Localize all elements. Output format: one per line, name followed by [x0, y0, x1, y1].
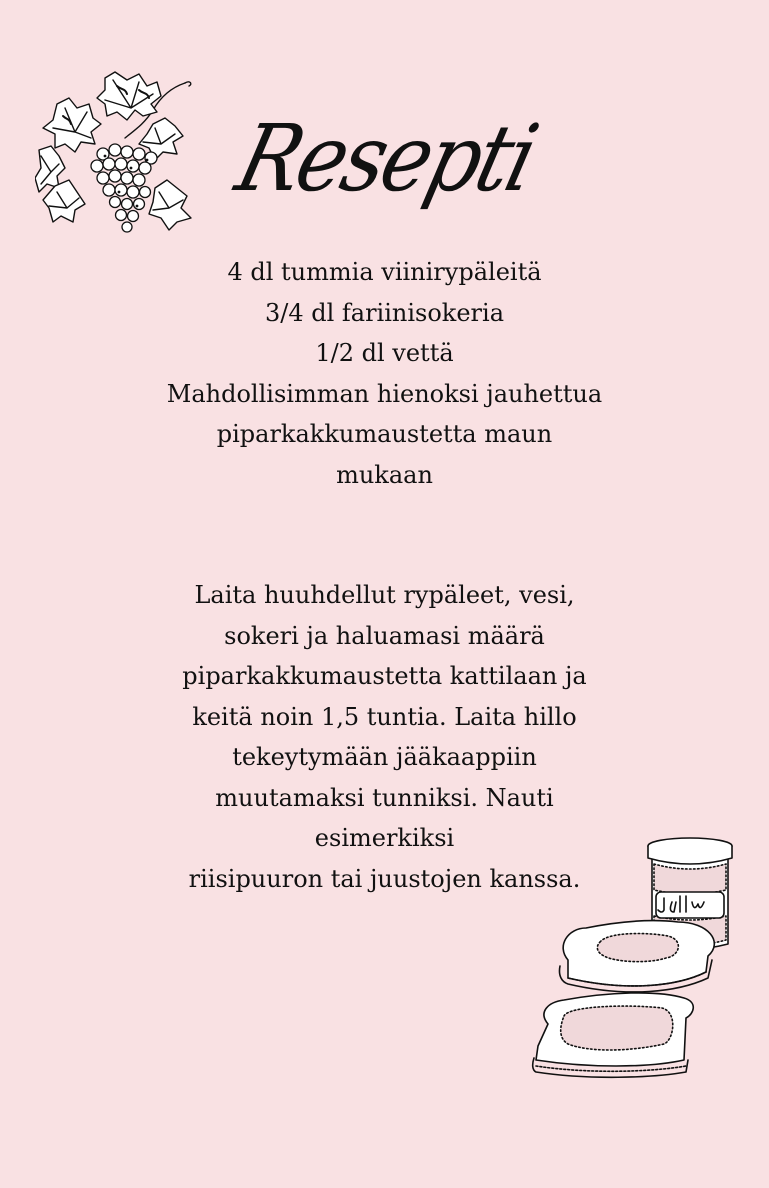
ingredient-line: 4 dl tummia viinirypäleitä [227, 258, 542, 286]
instruction-line: riisipuuron tai juustojen kanssa. [188, 864, 581, 893]
ingredient-line: piparkakkumaustetta maun [216, 420, 553, 448]
instruction-line: muutamaksi tunniksi. Nauti [215, 783, 554, 812]
ingredient-line: mukaan [336, 460, 433, 489]
jam-toast-icon [528, 832, 738, 1082]
instruction-line: keitä noin 1,5 tuntia. Laita hillo [192, 702, 577, 731]
instruction-line: sokeri ja haluamasi määrä [224, 621, 545, 650]
grape-vine-icon [35, 68, 200, 238]
ingredients-list [100, 252, 669, 495]
instruction-line: piparkakkumaustetta kattilaan ja [182, 662, 587, 690]
instruction-line: Laita huuhdellut rypäleet, vesi, [194, 581, 575, 609]
instruction-line: tekeytymään jääkaappiin [232, 743, 537, 771]
instruction-line: esimerkiksi [314, 824, 455, 852]
ingredient-line: Mahdollisimman hienoksi jauhettua [166, 379, 603, 408]
ingredient-line: 3/4 dl fariinisokeria [264, 298, 505, 327]
page-title: Resepti [226, 106, 545, 213]
ingredient-line: 1/2 dl vettä [315, 339, 454, 367]
